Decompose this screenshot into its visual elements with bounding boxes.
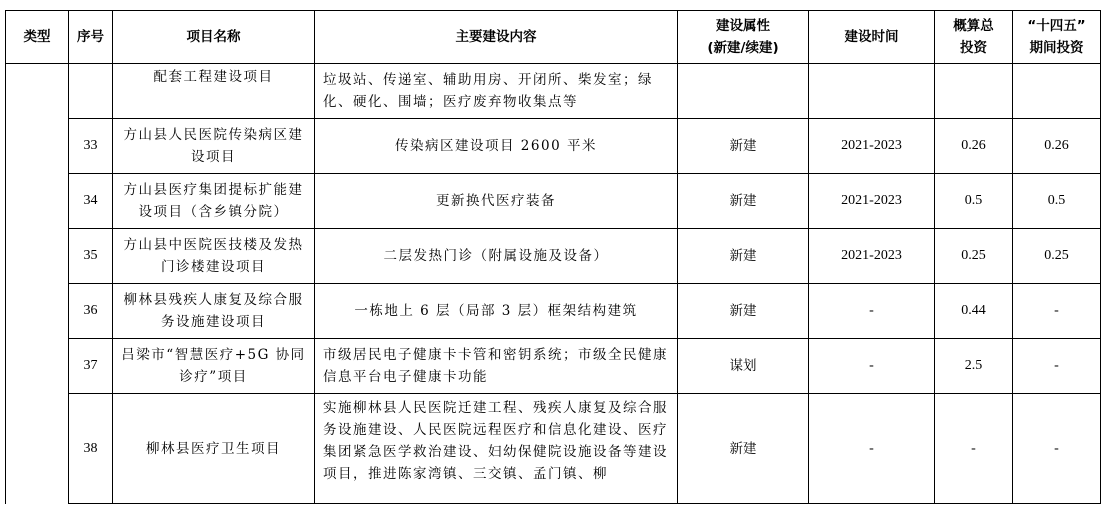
seq-cell: 33 bbox=[69, 119, 113, 174]
plan-cell: 0.5 bbox=[1013, 174, 1101, 229]
attr-cell: 新建 bbox=[678, 174, 809, 229]
name-cell: 方山县医疗集团提标扩能建设项目（含乡镇分院） bbox=[113, 174, 315, 229]
attr-cell: 新建 bbox=[678, 119, 809, 174]
time-cell: - bbox=[809, 394, 935, 504]
plan-cell: 0.25 bbox=[1013, 229, 1101, 284]
header-name: 项目名称 bbox=[113, 11, 315, 64]
total-cell: 0.5 bbox=[935, 174, 1013, 229]
table-row bbox=[6, 229, 1101, 284]
time-cell: - bbox=[809, 284, 935, 339]
header-plan: “十四五” 期间投资 bbox=[1013, 11, 1101, 64]
header-total: 概算总 投资 bbox=[935, 11, 1013, 64]
seq-cell: 36 bbox=[69, 284, 113, 339]
attr-cell: 谋划 bbox=[678, 339, 809, 394]
content-cell: 垃圾站、传递室、辅助用房、开闭所、柴发室；绿化、硬化、围墙；医疗废弃物收集点等 bbox=[315, 64, 678, 119]
table-row bbox=[6, 339, 1101, 394]
plan-cell: - bbox=[1013, 284, 1101, 339]
content-cell: 传染病区建设项目 2600 平米 bbox=[315, 119, 678, 174]
attr-cell: 新建 bbox=[678, 229, 809, 284]
content-cell: 更新换代医疗装备 bbox=[315, 174, 678, 229]
header-type: 类型 bbox=[6, 11, 69, 64]
seq-cell: 34 bbox=[69, 174, 113, 229]
total-cell bbox=[935, 64, 1013, 119]
plan-cell: - bbox=[1013, 339, 1101, 394]
total-cell: 0.25 bbox=[935, 229, 1013, 284]
table-row bbox=[6, 394, 1101, 504]
total-cell: 2.5 bbox=[935, 339, 1013, 394]
header-content: 主要建设内容 bbox=[315, 11, 678, 64]
name-cell: 配套工程建设项目 bbox=[113, 64, 315, 119]
time-cell: 2021-2023 bbox=[809, 229, 935, 284]
total-cell: 0.44 bbox=[935, 284, 1013, 339]
table-row bbox=[6, 119, 1101, 174]
total-cell: 0.26 bbox=[935, 119, 1013, 174]
content-cell: 一栋地上 6 层（局部 3 层）框架结构建筑 bbox=[315, 284, 678, 339]
attr-cell bbox=[678, 64, 809, 119]
time-cell bbox=[809, 64, 935, 119]
content-cell: 实施柳林县人民医院迁建工程、残疾人康复及综合服务设施建设、人民医院远程医疗和信息化建设、医疗集团紧急医学救治建设、妇幼保健院设施设备等建设项目，推进陈家湾镇、三交镇、孟门镇、柳 bbox=[315, 394, 678, 504]
table-row bbox=[6, 64, 1101, 119]
name-cell: 柳林县医疗卫生项目 bbox=[113, 394, 315, 504]
header-time: 建设时间 bbox=[809, 11, 935, 64]
attr-cell: 新建 bbox=[678, 284, 809, 339]
time-cell: 2021-2023 bbox=[809, 119, 935, 174]
content-cell: 二层发热门诊（附属设施及设备） bbox=[315, 229, 678, 284]
plan-cell: 0.26 bbox=[1013, 119, 1101, 174]
attr-cell: 新建 bbox=[678, 394, 809, 504]
header-attr: 建设属性 (新建/续建) bbox=[678, 11, 809, 64]
seq-cell: 37 bbox=[69, 339, 113, 394]
table-row bbox=[6, 284, 1101, 339]
table-row bbox=[6, 174, 1101, 229]
name-cell: 方山县中医院医技楼及发热门诊楼建设项目 bbox=[113, 229, 315, 284]
time-cell: - bbox=[809, 339, 935, 394]
plan-cell: - bbox=[1013, 394, 1101, 504]
header-seq: 序号 bbox=[69, 11, 113, 64]
time-cell: 2021-2023 bbox=[809, 174, 935, 229]
seq-cell bbox=[69, 64, 113, 119]
name-cell: 方山县人民医院传染病区建设项目 bbox=[113, 119, 315, 174]
plan-cell bbox=[1013, 64, 1101, 119]
seq-cell: 35 bbox=[69, 229, 113, 284]
type-cell bbox=[6, 64, 69, 504]
name-cell: 柳林县残疾人康复及综合服务设施建设项目 bbox=[113, 284, 315, 339]
total-cell: - bbox=[935, 394, 1013, 504]
header-row bbox=[6, 11, 1101, 64]
content-cell: 市级居民电子健康卡卡管和密钥系统；市级全民健康信息平台电子健康卡功能 bbox=[315, 339, 678, 394]
seq-cell: 38 bbox=[69, 394, 113, 504]
name-cell: 吕梁市“智慧医疗+5G 协同诊疗”项目 bbox=[113, 339, 315, 394]
project-table bbox=[5, 10, 1101, 504]
